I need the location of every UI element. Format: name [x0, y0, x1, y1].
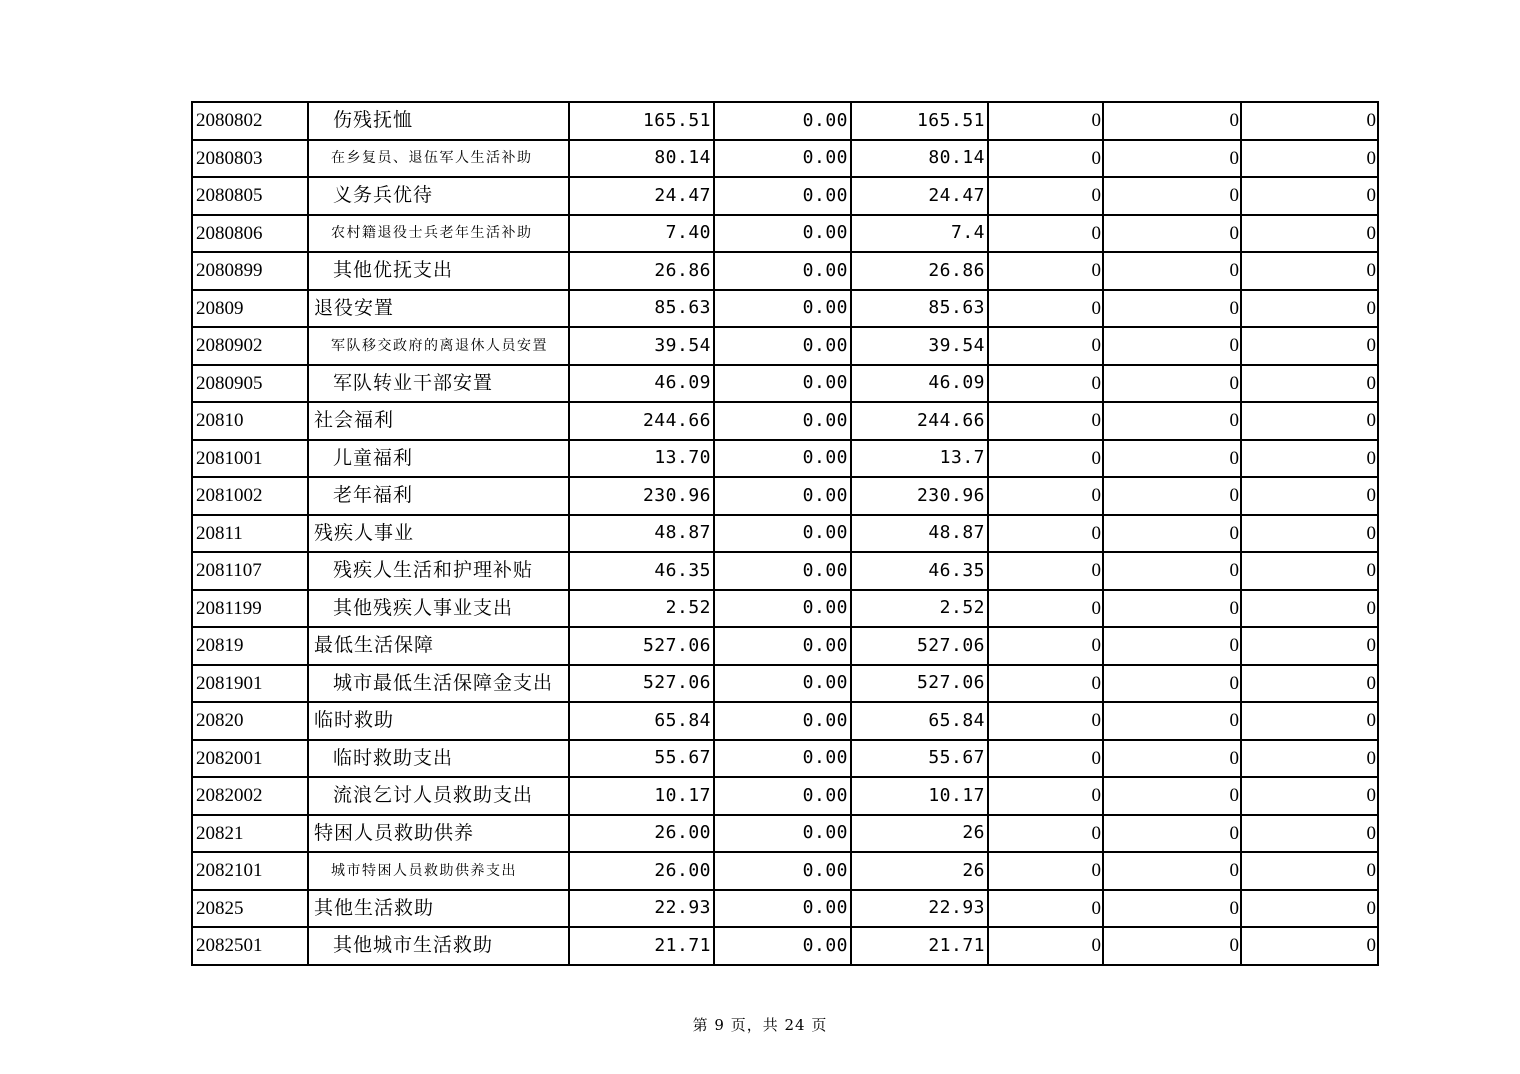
amount-cell-4: 0 [988, 215, 1103, 253]
amount-cell-6: 0 [1241, 777, 1378, 815]
amount-cell-6: 0 [1241, 365, 1378, 403]
amount-cell-5: 0 [1103, 215, 1241, 253]
subject-code-cell: 20809 [192, 290, 308, 328]
amount-cell-2: 0.00 [714, 252, 851, 290]
amount-cell-2: 0.00 [714, 402, 851, 440]
table-row [192, 702, 1378, 740]
amount-cell-1: 55.67 [569, 740, 714, 778]
amount-cell-4: 0 [988, 140, 1103, 178]
amount-cell-4: 0 [988, 365, 1103, 403]
subject-code-cell: 2082001 [192, 740, 308, 778]
amount-cell-4: 0 [988, 515, 1103, 553]
amount-cell-6: 0 [1241, 740, 1378, 778]
amount-cell-2: 0.00 [714, 815, 851, 853]
amount-cell-2: 0.00 [714, 102, 851, 140]
amount-cell-1: 65.84 [569, 702, 714, 740]
amount-cell-6: 0 [1241, 552, 1378, 590]
amount-cell-5: 0 [1103, 740, 1241, 778]
subject-name-cell: 残疾人事业 [308, 515, 569, 553]
amount-cell-1: 244.66 [569, 402, 714, 440]
amount-cell-4: 0 [988, 740, 1103, 778]
amount-cell-2: 0.00 [714, 852, 851, 890]
amount-cell-5: 0 [1103, 927, 1241, 965]
table-row [192, 365, 1378, 403]
amount-cell-6: 0 [1241, 590, 1378, 628]
amount-cell-4: 0 [988, 665, 1103, 703]
amount-cell-5: 0 [1103, 140, 1241, 178]
amount-cell-3: 230.96 [851, 477, 988, 515]
amount-cell-1: 46.35 [569, 552, 714, 590]
subject-code-cell: 2082101 [192, 852, 308, 890]
amount-cell-6: 0 [1241, 215, 1378, 253]
subject-name-cell: 军队移交政府的离退休人员安置 [308, 327, 569, 365]
amount-cell-5: 0 [1103, 477, 1241, 515]
amount-cell-1: 527.06 [569, 665, 714, 703]
subject-name-cell: 军队转业干部安置 [308, 365, 569, 403]
table-row [192, 327, 1378, 365]
subject-name-cell: 社会福利 [308, 402, 569, 440]
table-row [192, 515, 1378, 553]
amount-cell-3: 13.7 [851, 440, 988, 478]
amount-cell-1: 230.96 [569, 477, 714, 515]
amount-cell-3: 26 [851, 815, 988, 853]
subject-name-cell: 老年福利 [308, 477, 569, 515]
amount-cell-5: 0 [1103, 290, 1241, 328]
amount-cell-4: 0 [988, 702, 1103, 740]
subject-code-cell: 20810 [192, 402, 308, 440]
amount-cell-4: 0 [988, 927, 1103, 965]
amount-cell-3: 24.47 [851, 177, 988, 215]
amount-cell-1: 165.51 [569, 102, 714, 140]
subject-code-cell: 2080905 [192, 365, 308, 403]
amount-cell-5: 0 [1103, 627, 1241, 665]
amount-cell-3: 46.09 [851, 365, 988, 403]
table-row [192, 440, 1378, 478]
amount-cell-3: 7.4 [851, 215, 988, 253]
amount-cell-4: 0 [988, 777, 1103, 815]
amount-cell-5: 0 [1103, 702, 1241, 740]
subject-name-cell: 城市特困人员救助供养支出 [308, 852, 569, 890]
amount-cell-3: 527.06 [851, 627, 988, 665]
subject-code-cell: 2081001 [192, 440, 308, 478]
amount-cell-5: 0 [1103, 815, 1241, 853]
amount-cell-3: 65.84 [851, 702, 988, 740]
budget-table [191, 101, 1379, 966]
amount-cell-6: 0 [1241, 927, 1378, 965]
amount-cell-4: 0 [988, 102, 1103, 140]
amount-cell-5: 0 [1103, 777, 1241, 815]
table-row [192, 590, 1378, 628]
table-row [192, 177, 1378, 215]
table-row [192, 890, 1378, 928]
amount-cell-4: 0 [988, 177, 1103, 215]
amount-cell-6: 0 [1241, 177, 1378, 215]
amount-cell-4: 0 [988, 290, 1103, 328]
amount-cell-1: 26.00 [569, 852, 714, 890]
amount-cell-5: 0 [1103, 327, 1241, 365]
amount-cell-4: 0 [988, 590, 1103, 628]
amount-cell-1: 7.40 [569, 215, 714, 253]
amount-cell-3: 527.06 [851, 665, 988, 703]
amount-cell-3: 21.71 [851, 927, 988, 965]
amount-cell-2: 0.00 [714, 290, 851, 328]
amount-cell-2: 0.00 [714, 327, 851, 365]
amount-cell-6: 0 [1241, 890, 1378, 928]
subject-code-cell: 2081002 [192, 477, 308, 515]
amount-cell-6: 0 [1241, 477, 1378, 515]
amount-cell-1: 48.87 [569, 515, 714, 553]
amount-cell-2: 0.00 [714, 890, 851, 928]
amount-cell-2: 0.00 [714, 515, 851, 553]
subject-code-cell: 2081107 [192, 552, 308, 590]
subject-name-cell: 临时救助支出 [308, 740, 569, 778]
subject-code-cell: 2082002 [192, 777, 308, 815]
amount-cell-2: 0.00 [714, 927, 851, 965]
amount-cell-5: 0 [1103, 515, 1241, 553]
amount-cell-4: 0 [988, 627, 1103, 665]
amount-cell-4: 0 [988, 252, 1103, 290]
table-row [192, 815, 1378, 853]
subject-name-cell: 残疾人生活和护理补贴 [308, 552, 569, 590]
amount-cell-1: 527.06 [569, 627, 714, 665]
subject-name-cell: 儿童福利 [308, 440, 569, 478]
subject-name-cell: 城市最低生活保障金支出 [308, 665, 569, 703]
table-row [192, 927, 1378, 965]
table-row [192, 215, 1378, 253]
table-row [192, 252, 1378, 290]
table-row [192, 552, 1378, 590]
amount-cell-3: 244.66 [851, 402, 988, 440]
table-row [192, 102, 1378, 140]
amount-cell-2: 0.00 [714, 777, 851, 815]
amount-cell-4: 0 [988, 890, 1103, 928]
amount-cell-6: 0 [1241, 665, 1378, 703]
amount-cell-1: 21.71 [569, 927, 714, 965]
subject-name-cell: 流浪乞讨人员救助支出 [308, 777, 569, 815]
amount-cell-1: 80.14 [569, 140, 714, 178]
amount-cell-2: 0.00 [714, 215, 851, 253]
table-row [192, 627, 1378, 665]
amount-cell-1: 22.93 [569, 890, 714, 928]
subject-code-cell: 2080806 [192, 215, 308, 253]
table-body [192, 102, 1378, 965]
amount-cell-5: 0 [1103, 665, 1241, 703]
amount-cell-6: 0 [1241, 815, 1378, 853]
amount-cell-5: 0 [1103, 852, 1241, 890]
amount-cell-5: 0 [1103, 252, 1241, 290]
amount-cell-5: 0 [1103, 365, 1241, 403]
amount-cell-5: 0 [1103, 890, 1241, 928]
amount-cell-6: 0 [1241, 140, 1378, 178]
amount-cell-6: 0 [1241, 402, 1378, 440]
subject-name-cell: 特困人员救助供养 [308, 815, 569, 853]
subject-name-cell: 其他城市生活救助 [308, 927, 569, 965]
amount-cell-2: 0.00 [714, 365, 851, 403]
table-row [192, 140, 1378, 178]
amount-cell-2: 0.00 [714, 477, 851, 515]
amount-cell-2: 0.00 [714, 440, 851, 478]
amount-cell-5: 0 [1103, 177, 1241, 215]
amount-cell-2: 0.00 [714, 590, 851, 628]
amount-cell-5: 0 [1103, 102, 1241, 140]
subject-code-cell: 20811 [192, 515, 308, 553]
amount-cell-6: 0 [1241, 627, 1378, 665]
table-row [192, 777, 1378, 815]
subject-name-cell: 其他生活救助 [308, 890, 569, 928]
amount-cell-1: 26.86 [569, 252, 714, 290]
amount-cell-6: 0 [1241, 252, 1378, 290]
amount-cell-3: 46.35 [851, 552, 988, 590]
amount-cell-5: 0 [1103, 440, 1241, 478]
subject-code-cell: 20820 [192, 702, 308, 740]
amount-cell-2: 0.00 [714, 702, 851, 740]
amount-cell-6: 0 [1241, 852, 1378, 890]
subject-code-cell: 2080899 [192, 252, 308, 290]
table-row [192, 477, 1378, 515]
amount-cell-4: 0 [988, 327, 1103, 365]
amount-cell-4: 0 [988, 815, 1103, 853]
table-row [192, 852, 1378, 890]
subject-name-cell: 临时救助 [308, 702, 569, 740]
table-row [192, 740, 1378, 778]
page-footer: 第 9 页，共 24 页 [692, 1016, 828, 1034]
amount-cell-3: 26 [851, 852, 988, 890]
subject-name-cell: 农村籍退役士兵老年生活补助 [308, 215, 569, 253]
amount-cell-4: 0 [988, 852, 1103, 890]
amount-cell-5: 0 [1103, 552, 1241, 590]
subject-code-cell: 20825 [192, 890, 308, 928]
amount-cell-1: 2.52 [569, 590, 714, 628]
subject-name-cell: 义务兵优待 [308, 177, 569, 215]
amount-cell-3: 80.14 [851, 140, 988, 178]
amount-cell-2: 0.00 [714, 140, 851, 178]
amount-cell-6: 0 [1241, 702, 1378, 740]
subject-code-cell: 2081901 [192, 665, 308, 703]
amount-cell-3: 85.63 [851, 290, 988, 328]
table-row [192, 402, 1378, 440]
subject-name-cell: 最低生活保障 [308, 627, 569, 665]
subject-code-cell: 20819 [192, 627, 308, 665]
amount-cell-3: 48.87 [851, 515, 988, 553]
amount-cell-1: 85.63 [569, 290, 714, 328]
amount-cell-3: 22.93 [851, 890, 988, 928]
subject-code-cell: 20821 [192, 815, 308, 853]
amount-cell-3: 10.17 [851, 777, 988, 815]
amount-cell-1: 46.09 [569, 365, 714, 403]
amount-cell-1: 39.54 [569, 327, 714, 365]
subject-name-cell: 在乡复员、退伍军人生活补助 [308, 140, 569, 178]
table-row [192, 665, 1378, 703]
subject-name-cell: 其他残疾人事业支出 [308, 590, 569, 628]
amount-cell-5: 0 [1103, 402, 1241, 440]
subject-name-cell: 退役安置 [308, 290, 569, 328]
table-row [192, 290, 1378, 328]
amount-cell-5: 0 [1103, 590, 1241, 628]
amount-cell-2: 0.00 [714, 177, 851, 215]
amount-cell-6: 0 [1241, 290, 1378, 328]
amount-cell-4: 0 [988, 477, 1103, 515]
amount-cell-6: 0 [1241, 102, 1378, 140]
subject-code-cell: 2080803 [192, 140, 308, 178]
amount-cell-1: 10.17 [569, 777, 714, 815]
amount-cell-3: 165.51 [851, 102, 988, 140]
amount-cell-3: 39.54 [851, 327, 988, 365]
subject-name-cell: 伤残抚恤 [308, 102, 569, 140]
amount-cell-1: 26.00 [569, 815, 714, 853]
amount-cell-6: 0 [1241, 515, 1378, 553]
amount-cell-4: 0 [988, 552, 1103, 590]
amount-cell-6: 0 [1241, 327, 1378, 365]
amount-cell-1: 24.47 [569, 177, 714, 215]
amount-cell-4: 0 [988, 402, 1103, 440]
amount-cell-3: 2.52 [851, 590, 988, 628]
amount-cell-2: 0.00 [714, 665, 851, 703]
amount-cell-1: 13.70 [569, 440, 714, 478]
amount-cell-2: 0.00 [714, 627, 851, 665]
amount-cell-2: 0.00 [714, 740, 851, 778]
subject-code-cell: 2081199 [192, 590, 308, 628]
subject-code-cell: 2082501 [192, 927, 308, 965]
subject-code-cell: 2080902 [192, 327, 308, 365]
amount-cell-2: 0.00 [714, 552, 851, 590]
amount-cell-3: 55.67 [851, 740, 988, 778]
subject-code-cell: 2080802 [192, 102, 308, 140]
subject-code-cell: 2080805 [192, 177, 308, 215]
amount-cell-6: 0 [1241, 440, 1378, 478]
amount-cell-4: 0 [988, 440, 1103, 478]
amount-cell-3: 26.86 [851, 252, 988, 290]
subject-name-cell: 其他优抚支出 [308, 252, 569, 290]
